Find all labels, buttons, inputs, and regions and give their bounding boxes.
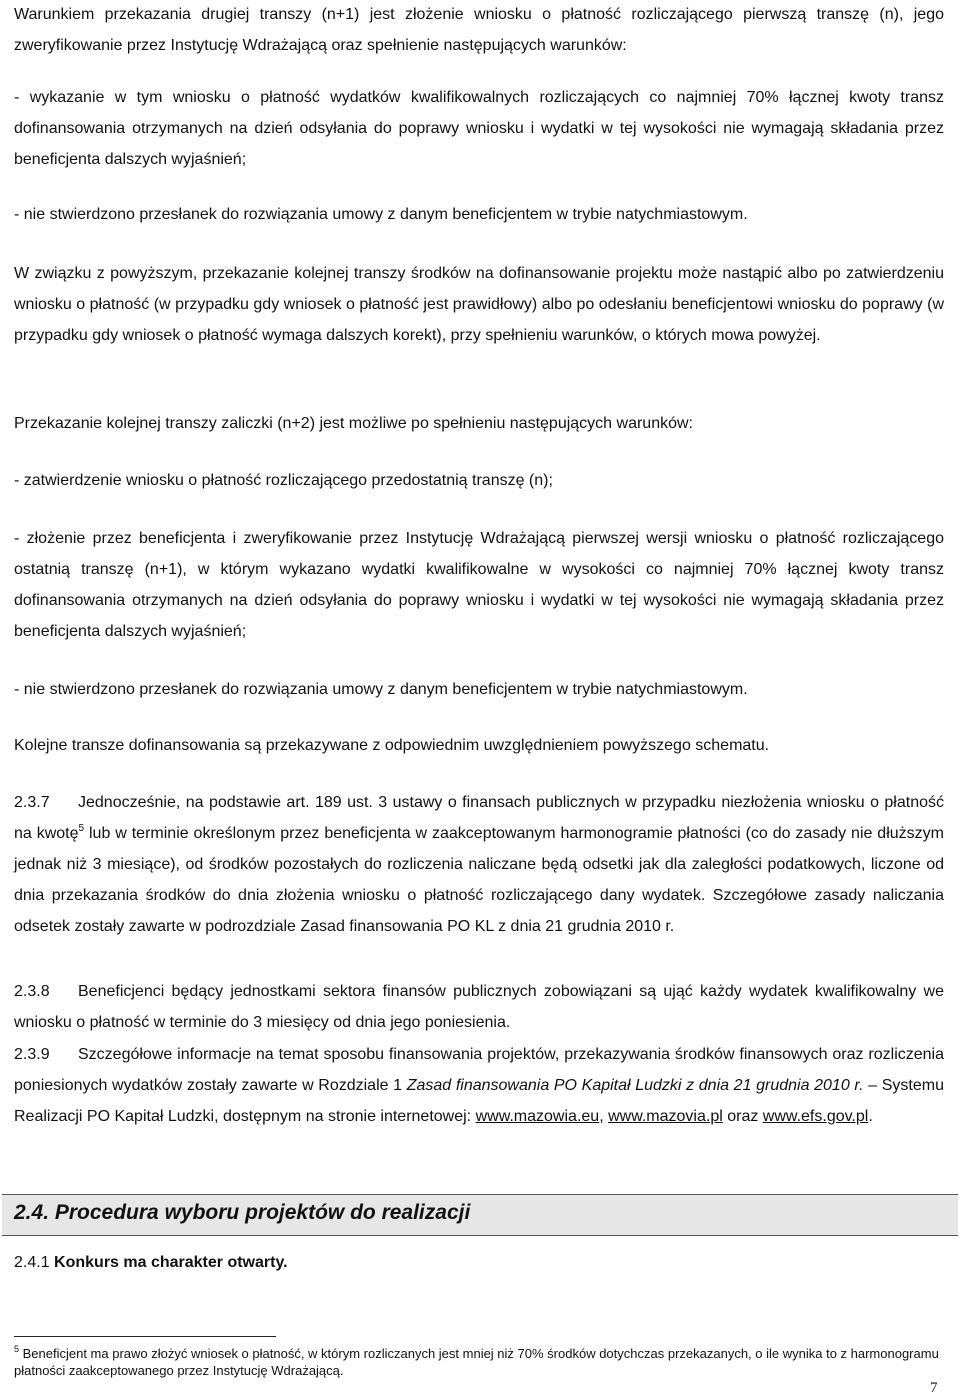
- paragraph-summary: W związku z powyższym, przekazanie kolejnej transzy środków na dofinansowanie projektu może nastąpić albo po zatwierdzeniu wniosku o płatność (w przypadku gdy wniosek o płatność jest prawidłowy) albo po odesłaniu beneficjentowi wniosku do poprawy (w przypadku gdy wniosek o płatność wymaga dalszych korekt), przy spełnieniu warunków, o których mowa powyżej.: [14, 265, 944, 344]
- footnote-number: 5: [14, 1344, 20, 1354]
- section-2-3-9: [14, 1039, 944, 1132]
- condition-item-2: - nie stwierdzono przesłanek do rozwiązania umowy z danym beneficjentem w trybie natychmiastowym.: [14, 206, 748, 223]
- footnote: [14, 1345, 944, 1379]
- section-number: 2.3.8: [14, 983, 50, 1000]
- footnote-text: Beneficjent ma prawo złożyć wniosek o płatność, w którym rozliczanych jest mniej niż 70% środków dotychczas przekazanych, o ile wynika to z harmonogramu płatności zaakceptowanego przez Instytucję Wdrażającą.: [14, 1346, 939, 1378]
- link-mazowia-eu[interactable]: www.mazowia.eu: [475, 1108, 600, 1125]
- section-text-cont: lub w terminie określonym przez beneficjenta w zaakceptowanym harmonogramie płatności (co do zasady nie dłuższym jednak niż 3 miesiące), od środków pozostałych do rozliczenia naliczane będą odsetki jak dla zaległości podatkowych, liczone od dnia przekazania środków do dnia złożenia wniosku o płatność rozliczającego dany wydatek. Szczegółowe zasady naliczania odsetek zostały zawarte w podrozdziale Zasad finansowania PO KL z dnia 21 grudnia 2010 r.: [14, 825, 944, 935]
- paragraph-intro: Warunkiem przekazania drugiej transzy (n+1) jest złożenie wniosku o płatność rozliczającego pierwszą transzę (n), jego zweryfikowanie przez Instytucję Wdrażającą oraz spełnienie następujących warunków:: [14, 6, 944, 54]
- section-2-3-7: [14, 787, 944, 942]
- subsection-number: 2.4.1: [14, 1254, 50, 1271]
- subsection-text: Konkurs ma charakter otwarty.: [54, 1254, 288, 1271]
- section-number: 2.3.9: [14, 1046, 50, 1063]
- footnote-ref[interactable]: 5: [78, 823, 85, 834]
- section-heading-box: [2, 1194, 958, 1236]
- page-number: 7: [930, 1380, 938, 1396]
- period: .: [868, 1108, 873, 1125]
- condition-item-3: - zatwierdzenie wniosku o płatność rozliczającego przedostatnią transzę (n);: [14, 472, 553, 489]
- section-text: Beneficjenci będący jednostkami sektora finansów publicznych zobowiązani są ująć każdy wydatek kwalifikowalny we wniosku o płatność w terminie do 3 miesięcy od dnia jego poniesienia.: [14, 983, 944, 1031]
- condition-item-1: - wykazanie w tym wniosku o płatność wydatków kwalifikowalnych rozliczających co najmniej 70% łącznej kwoty transz dofinansowania otrzymanych na dzień odsyłania do poprawy wniosku i wydatki w tej wysokości nie wymagają składania przez beneficjenta dalszych wyjaśnień;: [14, 89, 944, 168]
- subsection-2-4-1: [14, 1247, 944, 1278]
- section-number: 2.3.7: [14, 794, 50, 811]
- paragraph-next-tranche: Przekazanie kolejnej transzy zaliczki (n+2) jest możliwe po spełnieniu następujących warunków:: [14, 415, 693, 432]
- section-text: Szczegółowe informacje na temat sposobu finansowania projektów, przekazywania środków finansowych oraz rozliczenia poniesionych wydatków zostały zawarte w Rozdziale 1: [14, 1046, 944, 1094]
- link-mazovia-pl[interactable]: www.mazovia.pl: [608, 1108, 723, 1125]
- separator: ,: [599, 1108, 609, 1125]
- italic-title: Zasad finansowania PO Kapitał Ludzki z dnia 21 grudnia 2010 r.: [406, 1077, 864, 1094]
- section-2-3-8: [14, 976, 944, 1038]
- section-text-cont: – Systemu Realizacji PO Kapitał Ludzki, dostępnym na stronie internetowej:: [14, 1077, 944, 1125]
- section-text: Jednocześnie, na podstawie art. 189 ust. 3 ustawy o finansach publicznych w przypadku niezłożenia wniosku o płatność na kwotę: [14, 794, 944, 842]
- condition-item-4: - złożenie przez beneficjenta i zweryfikowanie przez Instytucję Wdrażającą pierwszej wersji wniosku o płatność rozliczającego ostatnią transzę (n+1), w którym wykazano wydatki kwalifikowalne w wysokości co najmniej 70% łącznej kwoty transz dofinansowania otrzymanych na dzień odsyłania do poprawy wniosku i wydatki w tej wysokości nie wymagają składania przez beneficjenta dalszych wyjaśnień;: [14, 530, 944, 640]
- separator: oraz: [722, 1108, 763, 1125]
- condition-item-5: - nie stwierdzono przesłanek do rozwiązania umowy z danym beneficjentem w trybie natychmiastowym.: [14, 681, 748, 698]
- link-efs-gov-pl[interactable]: www.efs.gov.pl: [762, 1108, 869, 1125]
- section-heading: 2.4. Procedura wyboru projektów do realizacji: [14, 1201, 471, 1224]
- footnote-separator: [14, 1336, 276, 1337]
- paragraph-schema: Kolejne transze dofinansowania są przekazywane z odpowiednim uwzględnieniem powyższego schematu.: [14, 737, 770, 754]
